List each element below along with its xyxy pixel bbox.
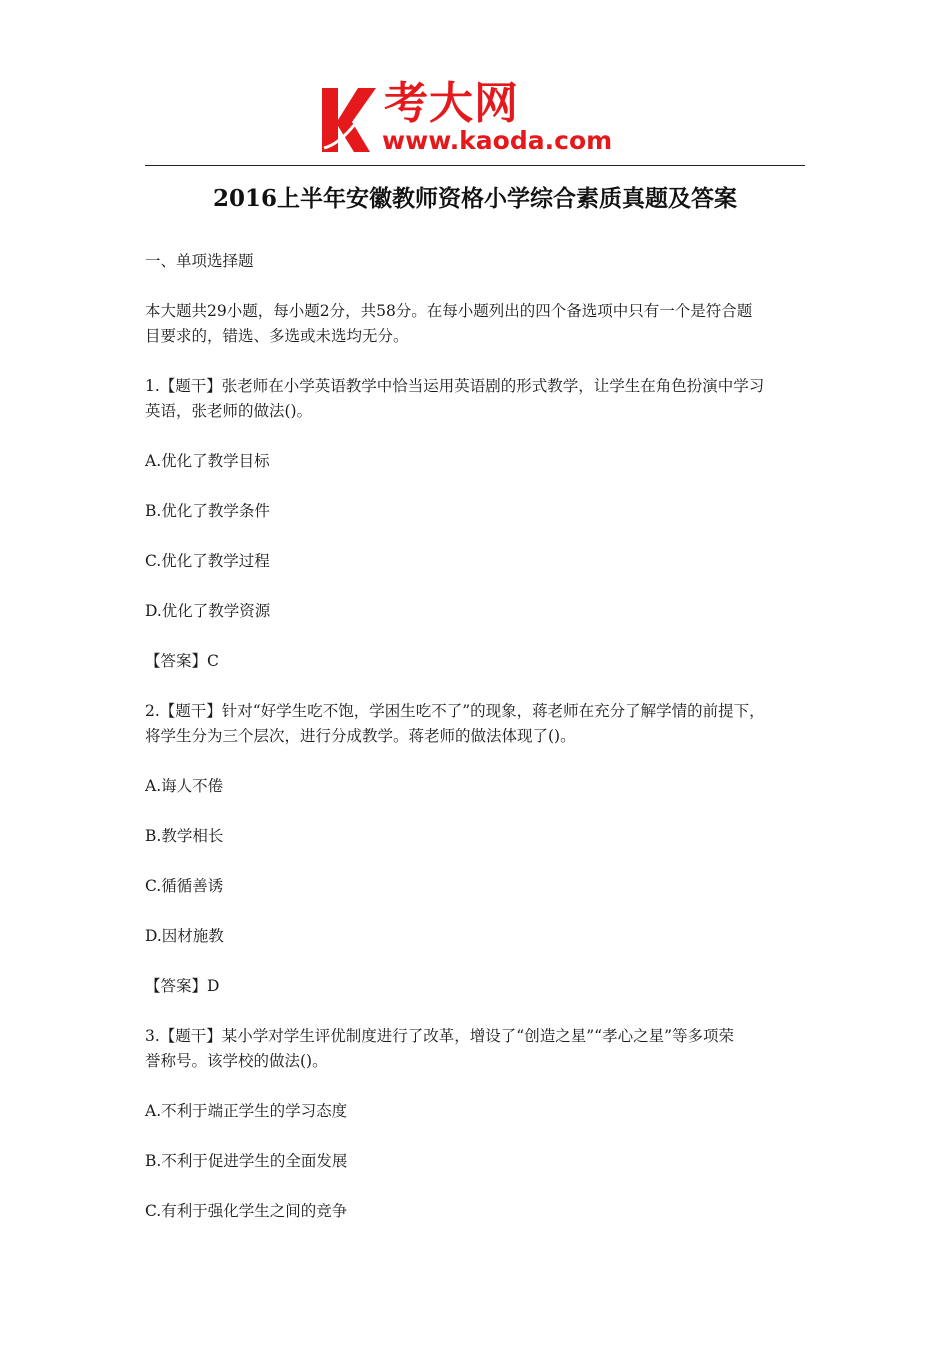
question-3-option-c: C.有利于强化学生之间的竞争 — [145, 1202, 348, 1220]
kaoda-logo[interactable] — [318, 78, 648, 160]
logo-brand-text: 考大网 — [384, 78, 519, 129]
question-3-stem-line-1: 3.【题干】某小学对学生评优制度进行了改革，增设了“创造之星”“孝心之星”等多项荣 — [145, 1027, 734, 1045]
section-heading: 一、单项选择题 — [145, 252, 254, 270]
question-3-stem-line-2: 誉称号。该学校的做法()。 — [145, 1052, 328, 1070]
document-title: 2016上半年安徽教师资格小学综合素质真题及答案 — [212, 185, 737, 212]
instructions-line-2: 目要求的，错选、多选或未选均无分。 — [145, 327, 409, 345]
question-2-answer: 【答案】D — [145, 977, 220, 995]
question-2-stem-line-1: 2.【题干】针对“好学生吃不饱，学困生吃不了”的现象，蒋老师在充分了解学情的前提下， — [145, 702, 765, 720]
question-3-option-b: B.不利于促进学生的全面发展 — [145, 1152, 348, 1170]
question-2-option-b: B.教学相长 — [145, 827, 224, 845]
instructions-line-1: 本大题共29小题，每小题2分，共58分。在每小题列出的四个备选项中只有一个是符合题 — [145, 302, 753, 320]
header-divider — [145, 165, 805, 166]
logo-url-text: www.kaoda.com — [382, 126, 613, 155]
question-1-option-d: D.优化了教学资源 — [145, 602, 271, 620]
question-1-stem-line-1: 1.【题干】张老师在小学英语教学中恰当运用英语剧的形式教学，让学生在角色扮演中学习 — [145, 377, 765, 395]
question-1-option-b: B.优化了教学条件 — [145, 502, 270, 520]
question-1-option-a: A.优化了教学目标 — [145, 452, 270, 470]
question-1-answer: 【答案】C — [145, 652, 219, 670]
question-2-stem-line-2: 将学生分为三个层次，进行分成教学。蒋老师的做法体现了()。 — [145, 727, 576, 745]
question-2-option-d: D.因材施教 — [145, 927, 224, 945]
question-1-option-c: C.优化了教学过程 — [145, 552, 270, 570]
question-1-stem-line-2: 英语，张老师的做法()。 — [145, 402, 313, 420]
question-3-option-a: A.不利于端正学生的学习态度 — [145, 1102, 348, 1120]
question-2-option-a: A.诲人不倦 — [145, 777, 224, 795]
k-logo-icon — [318, 82, 380, 154]
question-2-option-c: C.循循善诱 — [145, 877, 224, 895]
